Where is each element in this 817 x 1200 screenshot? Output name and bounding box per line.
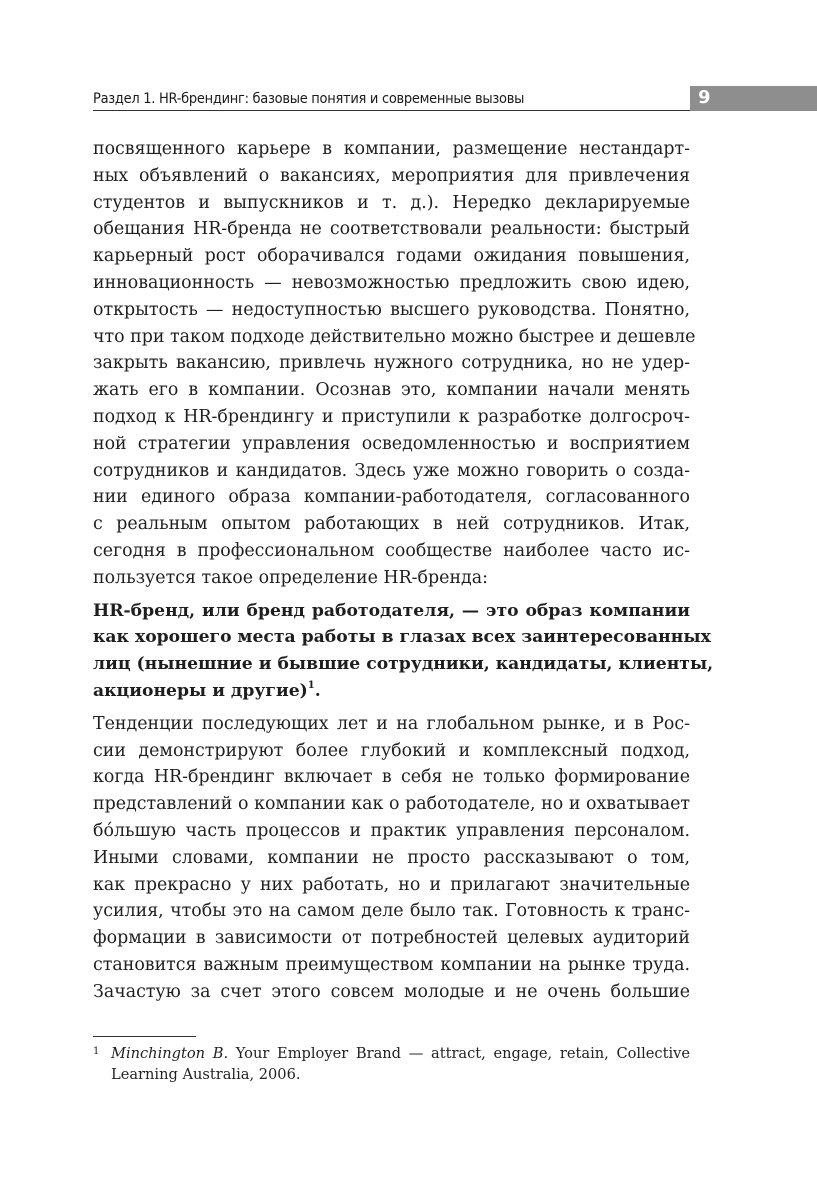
paragraph-1 <box>93 136 696 592</box>
text-line: представлений о компании как о работодателе, но и охватывает <box>93 794 690 815</box>
text-line: обещания HR-бренда не соответствовали реальности: быстрый <box>93 219 690 240</box>
text-line: нии единого образа компании-работодателя, согласованного <box>93 487 690 508</box>
text-line: инновационность — невозможностью предложить свою идею, <box>93 272 690 293</box>
text-line: усилия, чтобы это на самом деле было так. Готовность к транс- <box>93 901 690 922</box>
text-line: становится важным преимуществом компании на рынке труда. <box>93 954 690 975</box>
text-line: Тенденции последующих лет и на глобальном рынке, и в Рос- <box>93 713 690 734</box>
text-line: сии демонстрируют более глубокий и комплексный подход, <box>93 740 690 761</box>
footnote-marker: 1 <box>93 1046 100 1057</box>
page-number-tab <box>690 86 817 111</box>
paragraph-2 <box>93 711 690 1006</box>
definition-line: HR-бренд, или бренд работодателя, — это образ компании <box>93 600 690 621</box>
definition-line: лиц (нынешние и бывшие сотрудники, кандидаты, клиенты, <box>93 654 714 675</box>
running-header <box>93 86 690 111</box>
text-line: Зачастую за счет этого совсем молодые и не очень большие <box>93 981 690 1002</box>
definition-period: . <box>314 680 321 701</box>
text-line: карьерный рост оборачивался годами ожидания повышения, <box>93 246 690 267</box>
text-line: что при таком подходе действительно можно быстрее и дешевле <box>93 326 696 347</box>
text-line: ной стратегии управления осведомленностью и восприятием <box>93 433 690 454</box>
definition-line <box>93 678 690 705</box>
text-line: когда HR-брендинг включает в себя не только формирование <box>93 767 690 788</box>
text-line: подход к HR-брендингу и приступили к разработке долгосроч- <box>93 406 690 427</box>
text-line: закрыть вакансию, привлечь нужного сотрудника, но не удер- <box>93 353 690 374</box>
footnote-author: Minchington B. <box>111 1045 229 1062</box>
text-line: посвященного карьере в компании, размещение нестандарт- <box>93 139 690 159</box>
text-line: пользуется такое определение HR-бренда: <box>93 567 488 588</box>
text-line: сегодня в профессиональном сообществе наиболее часто ис- <box>93 540 690 561</box>
definition-block <box>93 598 714 705</box>
footnote-line <box>111 1043 690 1064</box>
text-line: ных объявлений о вакансиях, мероприятия для привлечения <box>93 165 690 186</box>
text-line: студентов и выпускников и т. д.). Нередко декларируемые <box>93 192 690 213</box>
text-line: открытость — недоступностью высшего руководства. Понятно, <box>93 299 690 320</box>
text-line: жать его в компании. Осознав это, компании начали менять <box>93 380 690 401</box>
page-number: 9 <box>698 87 711 108</box>
footnote-reference: 1 <box>307 680 315 692</box>
text-line: формации в зависимости от потребностей целевых аудиторий <box>93 928 690 949</box>
footnote-title: Your Employer Brand — attract, engage, retain, Collective <box>228 1045 690 1062</box>
definition-line: как хорошего места работы в глазах всех заинтересованных <box>93 627 711 648</box>
running-title: Раздел 1. HR-брендинг: базовые понятия и современные вызовы <box>93 91 525 107</box>
text-line: бóльшую часть процессов и практик управления персоналом. <box>93 820 690 841</box>
definition-last-text: акционеры и другие) <box>93 680 308 701</box>
footnote <box>93 1043 690 1085</box>
text-line: сотрудников и кандидатов. Здесь уже можно говорить о созда- <box>93 460 690 481</box>
text-line: Иными словами, компании не просто рассказывают о том, <box>93 847 690 868</box>
footnote-line: Learning Australia, 2006. <box>111 1066 301 1083</box>
body-text <box>93 136 714 1006</box>
text-line: с реальным опытом работающих в ней сотрудников. Итак, <box>93 514 690 535</box>
footnote-separator <box>93 1036 196 1037</box>
text-line: как прекрасно у них работать, но и прилагают значительные <box>93 874 690 895</box>
